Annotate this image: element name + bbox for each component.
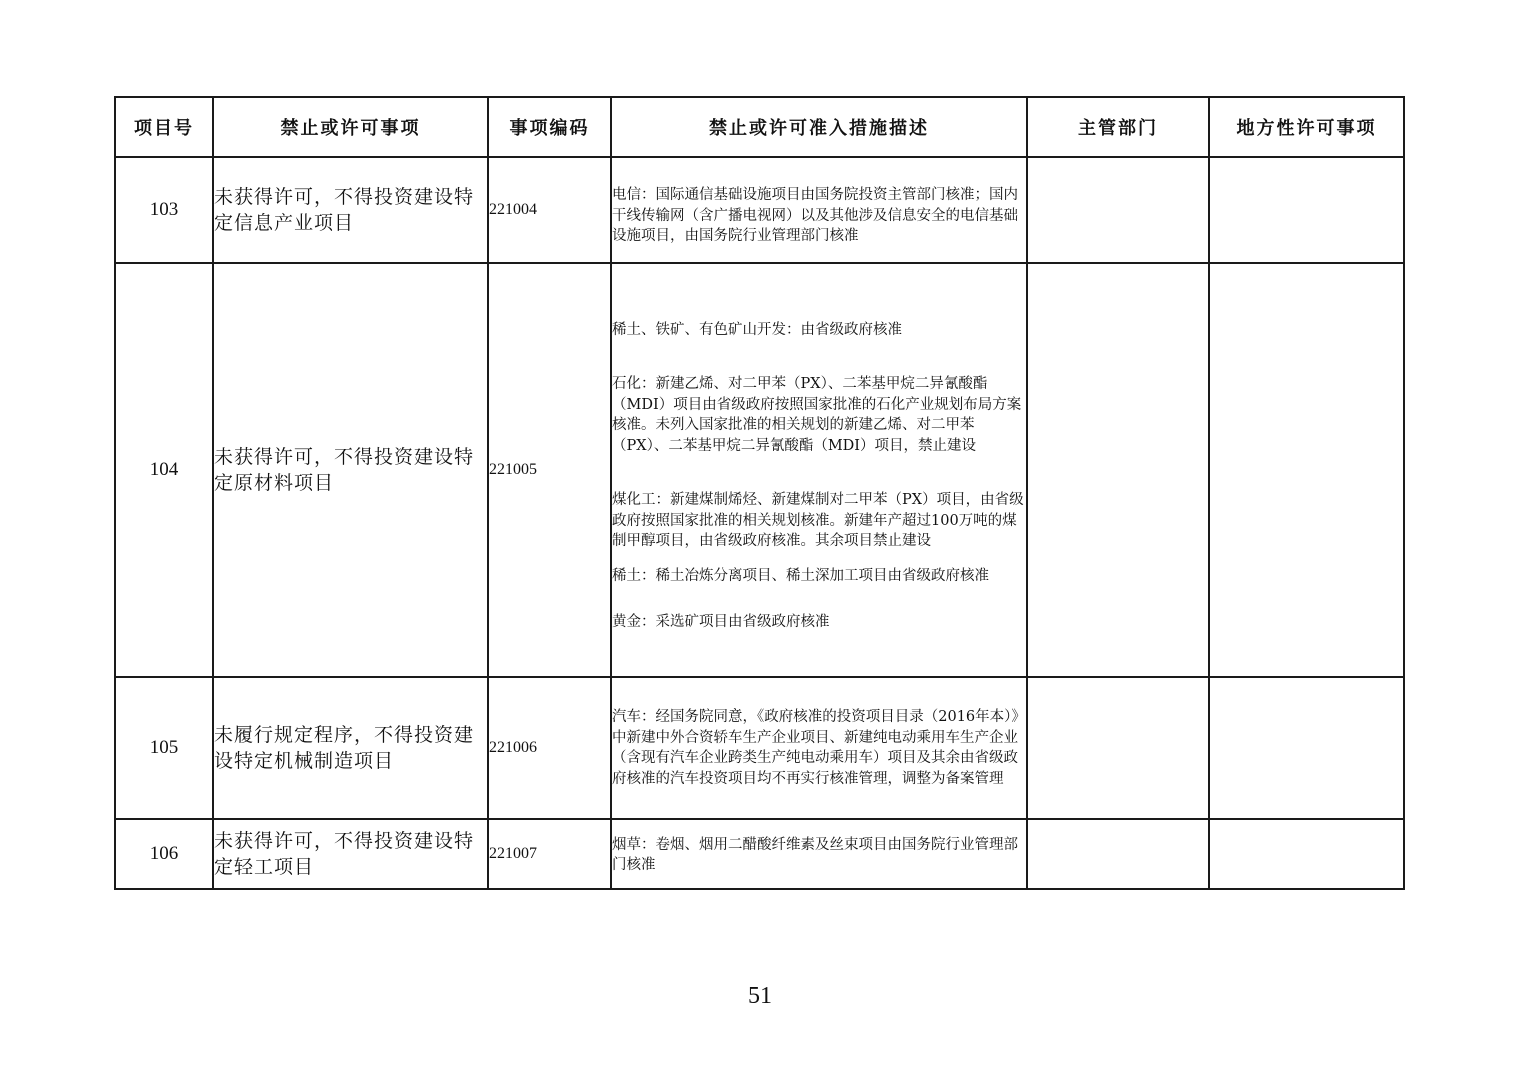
description-paragraph: 石化：新建乙烯、对二甲苯（PX）、二苯基甲烷二异氰酸酯（MDI）项目由省级政府按照国家批准的石化产业规划布局方案核准。未列入国家批准的相关规划的新建乙烯、对二甲苯（PX）、二苯基甲烷二异氰酸酯（MDI）项目，禁止建设 — [612, 376, 1022, 454]
description-paragraph: 黄金：采选矿项目由省级政府核准 — [612, 614, 830, 630]
paragraph-spacer — [612, 552, 1026, 566]
project-number: 105 — [115, 677, 213, 819]
header-department: 主管部门 — [1027, 97, 1209, 157]
table-row — [115, 263, 1404, 677]
item-code: 221006 — [488, 677, 611, 819]
item-text: 未获得许可，不得投资建设特定原材料项目 — [213, 263, 488, 677]
description-paragraph: 电信：国际通信基础设施项目由国务院投资主管部门核准；国内干线传输网（含广播电视网）以及其他涉及信息安全的电信基础设施项目，由国务院行业管理部门核准 — [612, 187, 1018, 245]
header-project-number: 项目号 — [115, 97, 213, 157]
header-code: 事项编码 — [488, 97, 611, 157]
description-cell — [611, 263, 1027, 677]
description-paragraph: 汽车：经国务院同意，《政府核准的投资项目目录（2016年本）》中新建中外合资轿车生产企业项目、新建纯电动乘用车生产企业（含现有汽车企业跨类生产纯电动乘用车）项目及其余由省级政府核准的汽车投资项目均不再实行核准管理，调整为备案管理 — [612, 709, 1026, 787]
table-row — [115, 819, 1404, 889]
paragraph-spacer — [612, 456, 1026, 490]
department-cell — [1027, 263, 1209, 677]
page-number: 51 — [748, 983, 772, 1009]
local-item-cell — [1209, 263, 1404, 677]
permit-table — [114, 96, 1405, 890]
header-local-item: 地方性许可事项 — [1209, 97, 1404, 157]
item-code: 221007 — [488, 819, 611, 889]
project-number: 106 — [115, 819, 213, 889]
department-cell — [1027, 819, 1209, 889]
department-cell — [1027, 157, 1209, 263]
description-cell — [611, 157, 1027, 263]
description-paragraph: 稀土、铁矿、有色矿山开发：由省级政府核准 — [612, 321, 902, 338]
item-text: 未获得许可，不得投资建设特定信息产业项目 — [213, 157, 488, 263]
project-number: 103 — [115, 157, 213, 263]
paragraph-spacer — [612, 586, 1026, 612]
table-header-row — [115, 97, 1404, 157]
item-code: 221004 — [488, 157, 611, 263]
header-description: 禁止或许可准入措施描述 — [611, 97, 1027, 157]
description-cell — [611, 819, 1027, 889]
local-item-cell — [1209, 677, 1404, 819]
description-paragraph: 稀土：稀土冶炼分离项目、稀土深加工项目由省级政府核准 — [612, 567, 989, 584]
local-item-cell — [1209, 819, 1404, 889]
project-number: 104 — [115, 263, 213, 677]
department-cell — [1027, 677, 1209, 819]
local-item-cell — [1209, 157, 1404, 263]
description-cell — [611, 677, 1027, 819]
table-row — [115, 157, 1404, 263]
item-text: 未获得许可，不得投资建设特定轻工项目 — [213, 819, 488, 889]
description-paragraph: 烟草：卷烟、烟用二醋酸纤维素及丝束项目由国务院行业管理部门核准 — [612, 836, 1018, 873]
header-item: 禁止或许可事项 — [213, 97, 488, 157]
item-text: 未履行规定程序，不得投资建设特定机械制造项目 — [213, 677, 488, 819]
description-paragraph: 煤化工：新建煤制烯烃、新建煤制对二甲苯（PX）项目，由省级政府按照国家批准的相关规划核准。新建年产超过100万吨的煤制甲醇项目，由省级政府核准。其余项目禁止建设 — [612, 492, 1024, 549]
item-code: 221005 — [488, 263, 611, 677]
paragraph-spacer — [612, 340, 1026, 374]
table-row — [115, 677, 1404, 819]
